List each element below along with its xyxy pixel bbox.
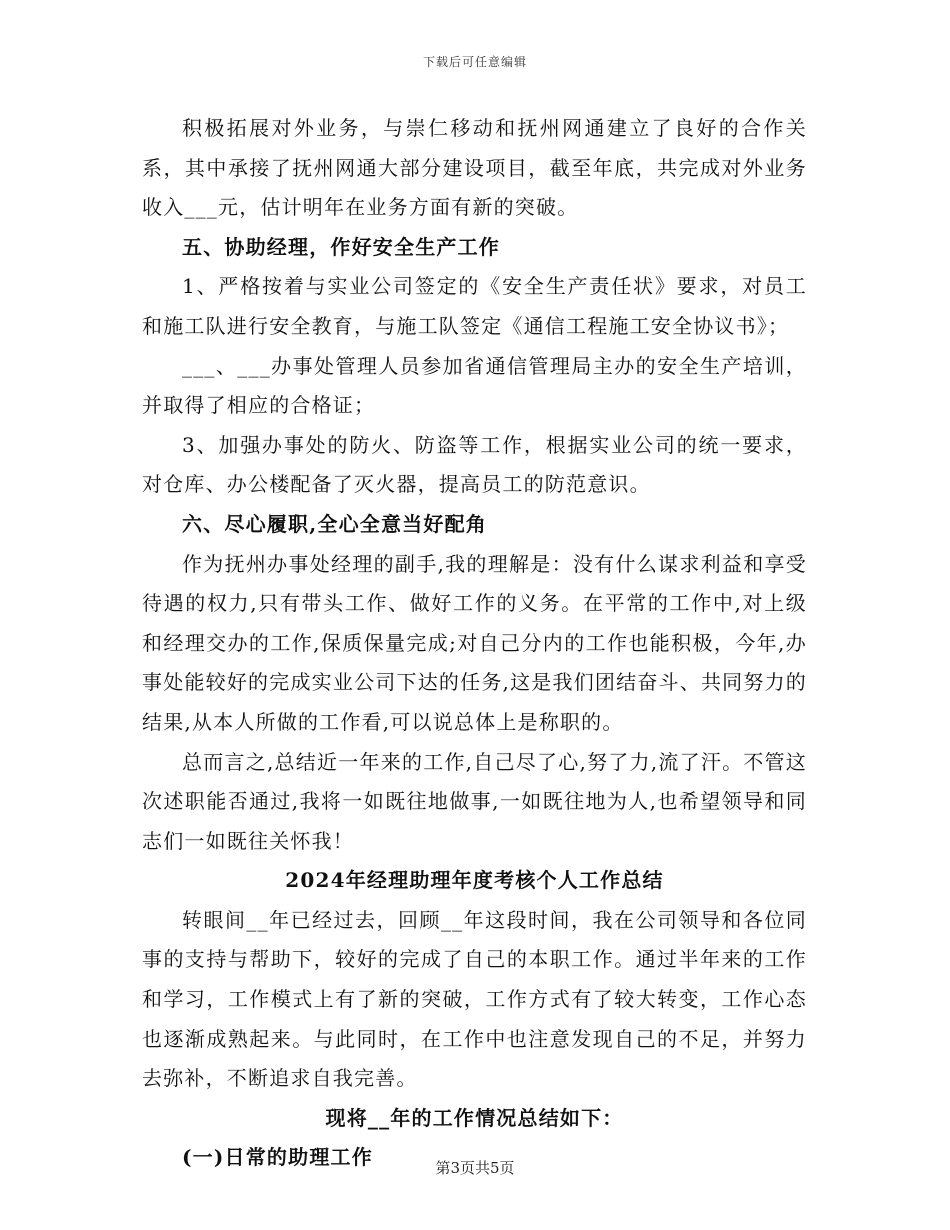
paragraph-safety-2: ___、___办事处管理人员参加省通信管理局主办的安全生产培训，并取得了相应的合格证； [142,353,807,418]
paragraph-safety-3: 3、加强办事处的防火、防盗等工作，根据实业公司的统一要求，对仓库、办公楼配备了灭火器，提高员工的防范意识。 [142,432,807,497]
document-title: 2024年经理助理年度考核个人工作总结 [285,868,664,893]
paragraph-intro: 转眼间__年已经过去，回顾__年这段时间，我在公司领导和各位同事的支持与帮助下，较好的完成了自己的本职工作。通过半年来的工作和学习，工作模式上有了新的突破，工作方式有了较大转变，工作心态也逐渐成熟起来。与此同时，在工作中也注意发现自己的不足，并努力去弥补，不断追求自我完善。 [142,907,807,1091]
summary-heading: 现将__年的工作情况总结如下： [325,1105,624,1130]
document-body [142,109,807,1178]
section-heading-safety: 五、协助经理，作好安全生产工作 [182,234,500,259]
page-header: 下载后可任意编辑 [422,55,527,69]
page-number: 第3页共5页 [435,1159,515,1177]
section-heading-duty: 六、尽心履职,全心全意当好配角 [182,511,487,536]
paragraph-safety-1: 1、严格按着与实业公司签定的《安全生产责任状》要求，对员工和施工队进行安全教育，与施工队签定《通信工程施工安全协议书》； [142,274,807,338]
paragraph-external-business: 积极拓展对外业务，与崇仁移动和抚州网通建立了良好的合作关系，其中承接了抚州网通大部分建设项目，截至年底，共完成对外业务收入___元，估计明年在业务方面有新的突破。 [142,116,807,220]
paragraph-conclusion: 总而言之,总结近一年来的工作,自己尽了心,努了力,流了汗。不管这次述职能否通过,我将一如既往地做事,一如既往地为人,也希望领导和同志们一如既往关怀我！ [142,749,807,853]
paragraph-deputy-role: 作为抚州办事处经理的副手,我的理解是：没有什么谋求利益和享受待遇的权力,只有带头工作、做好工作的义务。在平常的工作中,对上级和经理交办的工作,保质保量完成;对自己分内的工作也能积极，今年,办事处能较好的完成实业公司下达的任务,这是我们团结奋斗、共同努力的结果,从本人所做的工作看,可以说总体上是称职的。 [142,551,807,734]
subsection-heading-daily: (一)日常的助理工作 [182,1145,373,1170]
